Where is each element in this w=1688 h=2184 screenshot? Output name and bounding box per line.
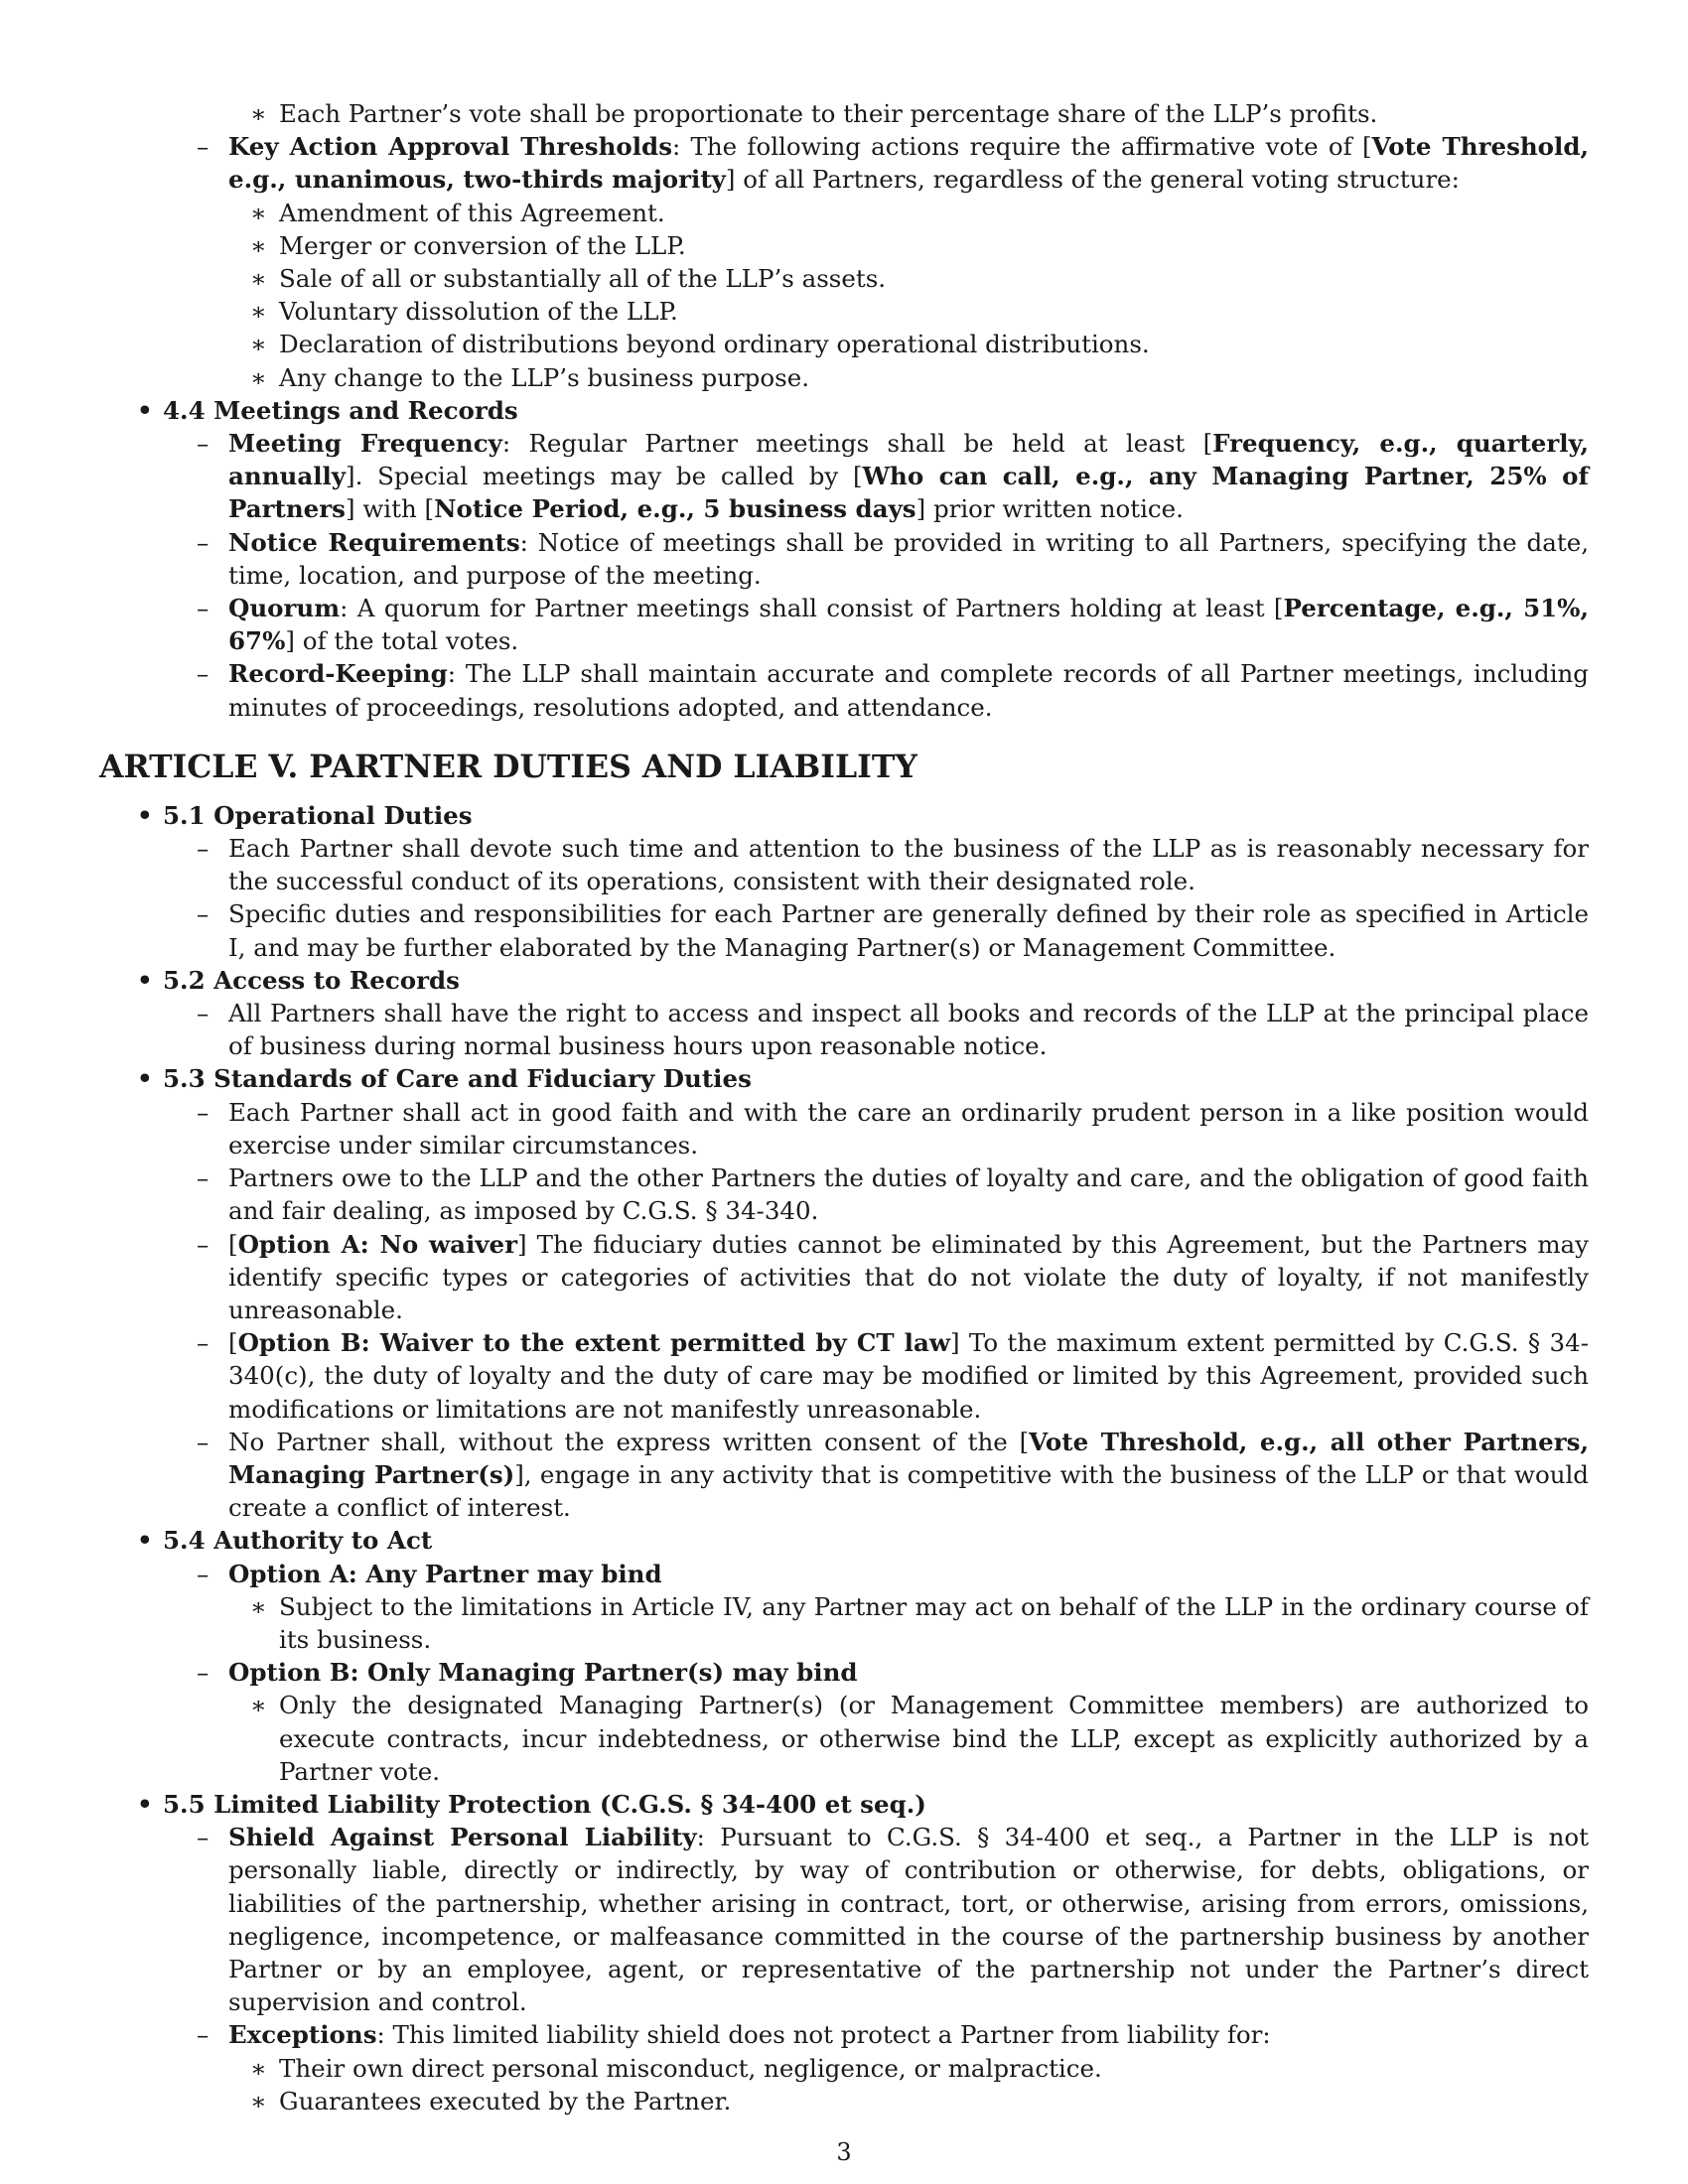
dash-marker: –: [197, 1559, 210, 1588]
star-marker: ∗: [250, 2053, 267, 2083]
non-compete-item: – No Partner shall, without the express written consent of the [Vote Threshold, e.g., all other Partners, Managing Partner(s)], engage in any activity that is competitive with the business of the LLP or that would create a conflict of interest.: [197, 1427, 1589, 1523]
bullet-marker: •: [137, 1789, 153, 1819]
quorum-item: – Quorum: A quorum for Partner meetings shall consist of Partners holding at least [Percentage, e.g., 51%, 67%] of the total votes.: [197, 594, 1589, 656]
article-heading: ARTICLE V. PARTNER DUTIES AND LIABILITY: [99, 748, 917, 785]
list-item: ∗ Voluntary dissolution of the LLP.: [99, 295, 1589, 328]
item-label: Key Action Approval Thresholds: [228, 132, 672, 162]
list-item: [99, 97, 1589, 130]
star-marker: ∗: [250, 330, 267, 359]
star-marker: ∗: [250, 198, 267, 227]
key-action-item: – Key Action Approval Thresholds: The following actions require the affirmative vote of [Vote Threshold, e.g., unanimous, two-thirds majority] of all Partners, regardless of the general voting structure:: [197, 132, 1589, 195]
list-item: ∗ Merger or conversion of the LLP.: [99, 229, 1589, 262]
list-item: ∗ Sale of all or substantially all of the LLP’s assets.: [99, 262, 1589, 295]
notice-requirements-item: – Notice Requirements: Notice of meetings shall be provided in writing to all Partners, specifying the date, time, location, and purpose of the meeting.: [197, 527, 1589, 590]
list-item: ∗ Only the designated Managing Partner(s) (or Management Committee members) are authorized to execute contracts, incur indebtedness, or otherwise bind the LLP, except as explicitly authorized by a Partner vote.: [250, 1691, 1589, 1786]
section-heading-5-2: • 5.2 Access to Records: [99, 964, 1589, 997]
dash-marker: –: [197, 2020, 210, 2050]
dash-marker: –: [197, 659, 210, 689]
list-item: ∗ Subject to the limitations in Article IV, any Partner may act on behalf of the LLP in the ordinary course of its business.: [250, 1591, 1589, 1654]
record-keeping-item: – Record-Keeping: The LLP shall maintain accurate and complete records of all Partner meetings, including minutes of proceedings, resolutions adopted, and attendance.: [197, 659, 1589, 722]
option-a-no-waiver: – [Option A: No waiver] The fiduciary duties cannot be eliminated by this Agreement, but the Partners may identify specific types or categories of activities that do not violate the duty of loyalty, if not manifestly unreasonable.: [197, 1229, 1589, 1324]
list-item: – Partners owe to the LLP and the other Partners the duties of loyalty and care, and the obligation of good faith and fair dealing, as imposed by C.G.S. § 34-340.: [197, 1163, 1589, 1226]
dash-marker: –: [197, 1328, 210, 1358]
dash-marker: –: [197, 132, 210, 162]
bullet-marker: •: [137, 1526, 153, 1556]
bullet-marker: •: [137, 395, 153, 425]
dash-marker: –: [197, 999, 210, 1028]
document-page: [99, 97, 1589, 2117]
star-marker: ∗: [250, 297, 267, 327]
dash-marker: –: [197, 1658, 210, 1688]
dash-marker: –: [197, 429, 210, 459]
dash-marker: –: [197, 1229, 210, 1259]
star-marker: ∗: [250, 99, 267, 128]
dash-marker: –: [197, 1097, 210, 1127]
list-item-text: Each Partner’s vote shall be proportionate to their percentage share of the LLP’s profits.: [279, 99, 1378, 128]
bullet-marker: •: [137, 1064, 153, 1094]
list-item: ∗ Guarantees executed by the Partner.: [99, 2085, 1589, 2117]
star-marker: ∗: [250, 230, 267, 260]
dash-marker: –: [197, 899, 210, 929]
section-heading-5-1: • 5.1 Operational Duties: [99, 799, 1589, 832]
page-number: 3: [836, 2138, 852, 2166]
option-b-heading: – Option B: Only Managing Partner(s) may bind: [99, 1656, 1589, 1689]
option-b-waiver: – [Option B: Waiver to the extent permitted by CT law] To the maximum extent permitted by C.G.S. § 34-340(c), the duty of loyalty and the duty of care may be modified or limited by this Agreement, provided such modifications or limitations are not manifestly unreasonable.: [197, 1328, 1589, 1424]
dash-marker: –: [197, 594, 210, 623]
list-item: – Specific duties and responsibilities for each Partner are generally defined by their role as specified in Article I, and may be further elaborated by the Managing Partner(s) or Management Committee.: [197, 899, 1589, 962]
dash-marker: –: [197, 1427, 210, 1456]
exceptions-item: – Exceptions: This limited liability shield does not protect a Partner from liability for:: [99, 2018, 1589, 2051]
dash-marker: –: [197, 834, 210, 864]
list-item: ∗ Their own direct personal misconduct, negligence, or malpractice.: [99, 2052, 1589, 2085]
star-marker: ∗: [250, 2086, 267, 2116]
section-heading-5-3: • 5.3 Standards of Care and Fiduciary Duties: [99, 1062, 1589, 1095]
star-marker: ∗: [250, 264, 267, 294]
bullet-marker: •: [137, 800, 153, 830]
section-heading-5-4: • 5.4 Authority to Act: [99, 1524, 1589, 1557]
section-heading-4-4: • 4.4 Meetings and Records: [99, 394, 1589, 427]
star-marker: ∗: [250, 1691, 267, 1720]
list-item: – Each Partner shall act in good faith and with the care an ordinarily prudent person in a like position would exercise under similar circumstances.: [197, 1097, 1589, 1160]
list-item: ∗ Any change to the LLP’s business purpose.: [99, 361, 1589, 394]
star-marker: ∗: [250, 362, 267, 392]
section-heading-5-5: • 5.5 Limited Liability Protection (C.G.S. § 34-400 et seq.): [99, 1788, 1589, 1821]
liability-shield-item: – Shield Against Personal Liability: Pursuant to C.G.S. § 34-400 et seq., a Partner in the LLP is not personally liable, directly or indirectly, by way of contribution or otherwise, for debts, obligations, or liabilities of the partnership, whether arising in contract, tort, or otherwise, arising from errors, omissions, negligence, incompetence, or malfeasance committed in the course of the partnership business by another Partner or by an employee, agent, or representative of the partnership not under the Partner’s direct supervision and control.: [197, 1823, 1590, 2017]
star-marker: ∗: [250, 1591, 267, 1621]
bullet-marker: •: [137, 965, 153, 995]
list-item: – All Partners shall have the right to access and inspect all books and records of the LLP at the principal place of business during normal business hours upon reasonable notice.: [197, 999, 1589, 1061]
option-a-heading: – Option A: Any Partner may bind: [99, 1558, 1589, 1590]
list-item: ∗ Declaration of distributions beyond ordinary operational distributions.: [99, 328, 1589, 360]
dash-marker: –: [197, 1823, 210, 1852]
list-item: – Each Partner shall devote such time and attention to the business of the LLP as is reasonably necessary for the successful conduct of its operations, consistent with their designated role.: [197, 834, 1589, 896]
dash-marker: –: [197, 1163, 210, 1193]
meeting-frequency-item: – Meeting Frequency: Regular Partner meetings shall be held at least [Frequency, e.g., quarterly, annually]. Special meetings may be called by [Who can call, e.g., any Managing Partner, 25% of Partners] with [Notice Period, e.g., 5 business days] prior written notice.: [197, 429, 1589, 524]
dash-marker: –: [197, 527, 210, 557]
list-item: ∗ Amendment of this Agreement.: [99, 197, 1589, 229]
